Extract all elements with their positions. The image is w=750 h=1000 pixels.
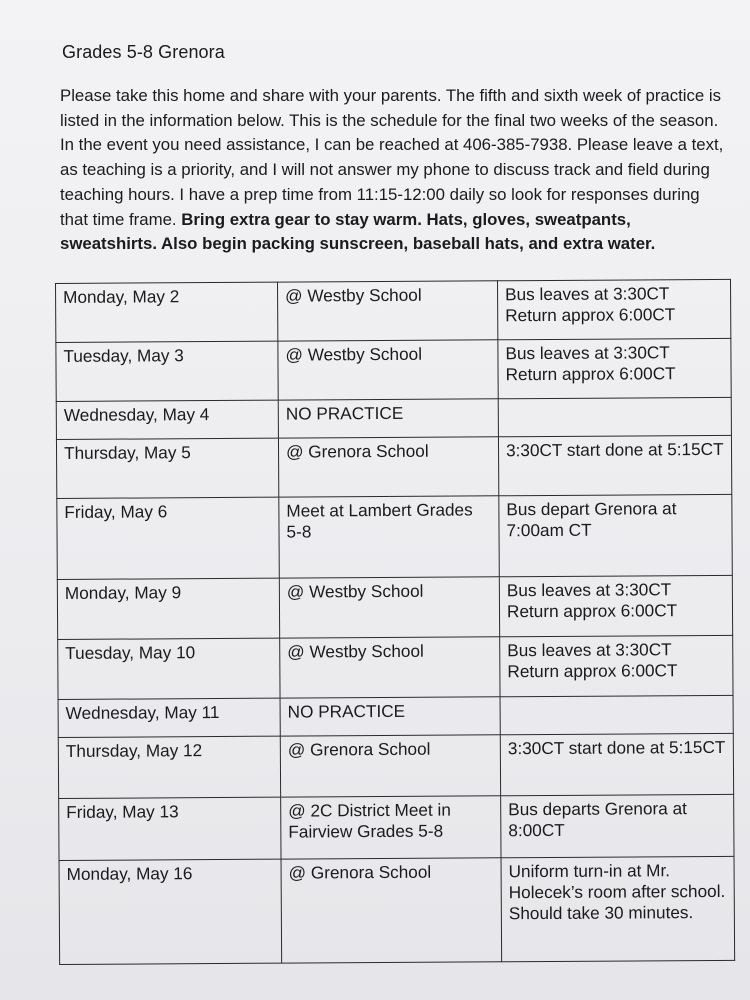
day-cell: Thursday, May 5 — [56, 438, 278, 498]
notes-cell: Bus leaves at 3:30CT Return approx 6:00CT — [498, 338, 731, 398]
notes-cell: 3:30CT start done at 5:15CT — [500, 733, 733, 795]
table-row — [58, 733, 733, 798]
location-cell: @ Westby School — [278, 340, 498, 400]
table-row — [57, 494, 732, 579]
schedule-table — [55, 279, 735, 965]
location-cell: @ Grenora School — [280, 735, 500, 797]
notes-cell: Bus depart Grenora at 7:00am CT — [499, 494, 732, 576]
location-cell: @ Grenora School — [278, 437, 498, 497]
notes-cell: Bus leaves at 3:30CT Return approx 6:00CT — [497, 279, 730, 339]
table-row — [59, 856, 735, 964]
notes-cell: Bus departs Grenora at 8:00CT — [501, 794, 734, 857]
notes-cell: Bus leaves at 3:30CT Return approx 6:00CT — [500, 635, 733, 696]
day-cell: Friday, May 6 — [57, 497, 279, 579]
location-cell: @ Westby School — [277, 281, 497, 341]
table-row — [56, 435, 731, 498]
day-cell: Monday, May 9 — [57, 578, 279, 639]
day-cell: Wednesday, May 4 — [56, 400, 278, 439]
table-row — [56, 338, 731, 401]
location-cell: NO PRACTICE — [278, 399, 498, 438]
day-cell: Wednesday, May 11 — [58, 698, 280, 737]
table-row — [56, 397, 731, 439]
day-cell: Tuesday, May 10 — [58, 638, 280, 699]
location-cell: NO PRACTICE — [280, 697, 500, 736]
day-cell: Monday, May 16 — [59, 859, 282, 964]
location-cell: @ Westby School — [280, 637, 500, 698]
day-cell: Thursday, May 12 — [58, 736, 280, 798]
notes-cell: 3:30CT start done at 5:15CT — [498, 435, 731, 495]
intro-paragraph — [60, 84, 732, 257]
table-row — [57, 575, 732, 639]
location-cell: @ Grenora School — [281, 858, 502, 963]
location-cell: @ Westby School — [279, 577, 499, 638]
notes-cell — [500, 695, 733, 734]
notes-cell: Uniform turn-in at Mr. Holecek’s room after school. Should take 30 minutes. — [501, 856, 735, 961]
table-row — [58, 695, 733, 737]
day-cell: Monday, May 2 — [56, 282, 278, 342]
notes-cell: Bus leaves at 3:30CT Return approx 6:00CT — [499, 575, 732, 636]
intro-bold-text: Bring extra gear to stay warm. Hats, gloves, sweatpants, sweatshirts. Also begin packing sunscreen, baseball hats, and extra water. — [60, 209, 656, 254]
intro-text: Please take this home and share with your parents. The fifth and sixth week of practice is listed in the information below. This is the schedule for the final two weeks of the season. In the event you need assistance, I can be reached at 406-385-7938. Please leave a text, as teaching is a priority, and I will not answer my phone to discuss track and field during teaching hours. I have a prep time from 11:15-12:00 daily so look for responses during that time frame. — [60, 86, 724, 229]
table-row — [58, 635, 733, 699]
location-cell: @ 2C District Meet in Fairview Grades 5-8 — [281, 796, 501, 859]
day-cell: Friday, May 13 — [59, 797, 281, 860]
location-cell: Meet at Lambert Grades 5-8 — [279, 496, 499, 578]
table-row — [59, 794, 734, 860]
notes-cell — [498, 397, 731, 436]
page-title: Grades 5-8 Grenora — [62, 42, 225, 62]
day-cell: Tuesday, May 3 — [56, 341, 278, 401]
table-row — [56, 279, 731, 342]
